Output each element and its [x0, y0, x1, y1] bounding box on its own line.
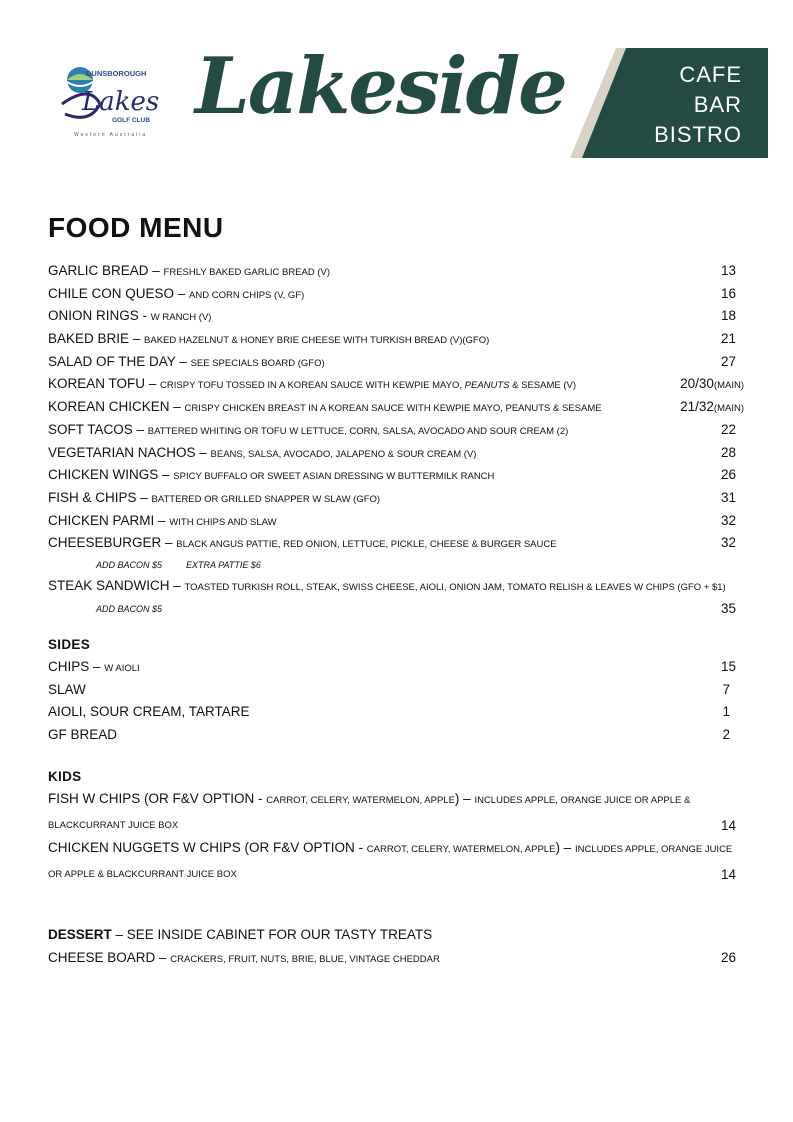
menu-item: SALAD OF THE DAY – SEE SPECIALS BOARD (GFO) 27	[48, 351, 748, 374]
menu-item-price: 32	[720, 512, 736, 528]
menu-item-price: 21/32(MAIN)	[680, 399, 744, 415]
page-title: FOOD MENU	[48, 212, 224, 243]
logo-emblem-icon	[60, 64, 170, 144]
menu-item-price: 13	[720, 263, 736, 278]
menu-item: SOFT TACOS – BATTERED WHITING OR TOFU W LETTUCE, CORN, SALSA, AVOCADO AND SOUR CREAM (2) 22	[48, 419, 748, 442]
kids-item-price: 14	[720, 817, 736, 833]
menu-item-price: 26	[720, 467, 736, 483]
side-item-price: 7	[722, 681, 730, 697]
section-title-kids: KIDS	[48, 769, 82, 784]
menu-item: KOREAN CHICKEN – CRISPY CHICKEN BREAST IN A KOREAN SAUCE WITH KEWPIE MAYO, PEANUTS & SESAME 21/32(MAIN)	[48, 396, 748, 419]
dessert-item-price: 26	[720, 949, 736, 965]
cheeseburger-extras: ADD BACON $5 EXTRA PATTIE $6	[96, 559, 261, 570]
side-item: CHIPS – W AIOLI 15	[48, 656, 748, 679]
menu-item: CHEESEBURGER – BLACK ANGUS PATTIE, RED ONION, LETTUCE, PICKLE, CHEESE & BURGER SAUCE 32	[48, 532, 748, 555]
brand-wordmark: Lakeside	[195, 41, 566, 132]
svg-text:GOLF CLUB: GOLF CLUB	[112, 117, 150, 124]
menu-item: STEAK SANDWICH – TOASTED TURKISH ROLL, STEAK, SWISS CHEESE, AIOLI, ONION JAM, TOMATO RELISH & LEAVES W CHIPS (GFO + $1)	[48, 577, 726, 593]
menu-item: VEGETARIAN NACHOS – BEANS, SALSA, AVOCADO, JALAPENO & SOUR CREAM (V) 28	[48, 442, 748, 465]
side-item: SLAW 7	[48, 679, 748, 702]
main-menu-list	[48, 260, 748, 620]
svg-text:Lakes: Lakes	[82, 87, 160, 117]
menu-item: GARLIC BREAD – FRESHLY BAKED GARLIC BREAD (V) 13	[48, 260, 748, 283]
sides-section	[48, 634, 748, 747]
menu-item-price: 35	[720, 600, 736, 616]
menu-item: CHILE CON QUESO – AND CORN CHIPS (V, GF) 16	[48, 283, 748, 306]
menu-item: FISH & CHIPS – BATTERED OR GRILLED SNAPPER W SLAW (GFO) 31	[48, 487, 748, 510]
dessert-item: CHEESE BOARD – CRACKERS, FRUIT, NUTS, BRIE, BLUE, VINTAGE CHEDDAR 26	[48, 947, 748, 970]
menu-item: ONION RINGS - W RANCH (V) 18	[48, 305, 748, 328]
menu-item-price: 21	[720, 331, 736, 347]
kids-section	[48, 766, 748, 887]
menu-item-price: 31	[720, 489, 736, 505]
banner-line-bistro: BISTRO	[654, 122, 742, 147]
golf-club-logo	[60, 64, 170, 144]
menu-item-price: 16	[720, 285, 736, 301]
menu-item-price: 32	[720, 535, 736, 551]
dessert-heading-row: DESSERT – SEE INSIDE CABINET FOR OUR TASTY TREATS	[48, 927, 433, 942]
menu-item-price: 22	[720, 421, 736, 437]
banner-line-cafe: CAFE	[679, 62, 742, 87]
side-item-price: 15	[720, 659, 736, 674]
side-item-price: 2	[722, 727, 730, 743]
svg-text:Western Australia: Western Australia	[74, 132, 148, 138]
cafe-bar-bistro-banner	[560, 48, 768, 158]
kids-item: FISH W CHIPS (OR F&V OPTION - CARROT, CELERY, WATERMELON, APPLE) – INCLUDES APPLE, ORANGE JUICE OR APPLE & BLACKCURRANT JUICE BOX 14	[48, 788, 708, 837]
side-item: AIOLI, SOUR CREAM, TARTARE 1	[48, 701, 748, 724]
menu-item: BAKED BRIE – BAKED HAZELNUT & HONEY BRIE CHEESE WITH TURKISH BREAD (V)(GFO) 21	[48, 328, 748, 351]
side-item-price: 1	[722, 704, 730, 720]
menu-item-price: 18	[720, 308, 736, 324]
menu-item: CHICKEN WINGS – SPICY BUFFALO OR SWEET ASIAN DRESSING W BUTTERMILK RANCH 26	[48, 464, 748, 487]
menu-item-price: 27	[720, 353, 736, 369]
banner-line-bar: BAR	[693, 92, 742, 117]
section-title-dessert: DESSERT	[48, 927, 112, 942]
steak-extra-row: ADD BACON $5 35	[48, 598, 748, 621]
section-title-sides: SIDES	[48, 637, 91, 652]
menu-item: KOREAN TOFU – CRISPY TOFU TOSSED IN A KOREAN SAUCE WITH KEWPIE MAYO, PEANUTS & SESAME (V) 20/30(MAIN)	[48, 373, 748, 396]
side-item: GF BREAD 2	[48, 724, 748, 747]
menu-item-price: 20/30(MAIN)	[680, 376, 744, 392]
svg-text:DUNSBOROUGH: DUNSBOROUGH	[86, 69, 147, 78]
kids-item-price: 14	[720, 867, 736, 883]
kids-item: CHICKEN NUGGETS W CHIPS (OR F&V OPTION - CARROT, CELERY, WATERMELON, APPLE) – INCLUDES APPLE, ORANGE JUICE OR APPLE & BLACKCURRANT JUICE BOX 14	[48, 837, 748, 886]
menu-item-price: 28	[720, 444, 736, 460]
menu-item: CHICKEN PARMI – WITH CHIPS AND SLAW 32	[48, 510, 748, 533]
header	[0, 0, 793, 165]
dessert-section	[48, 924, 748, 969]
